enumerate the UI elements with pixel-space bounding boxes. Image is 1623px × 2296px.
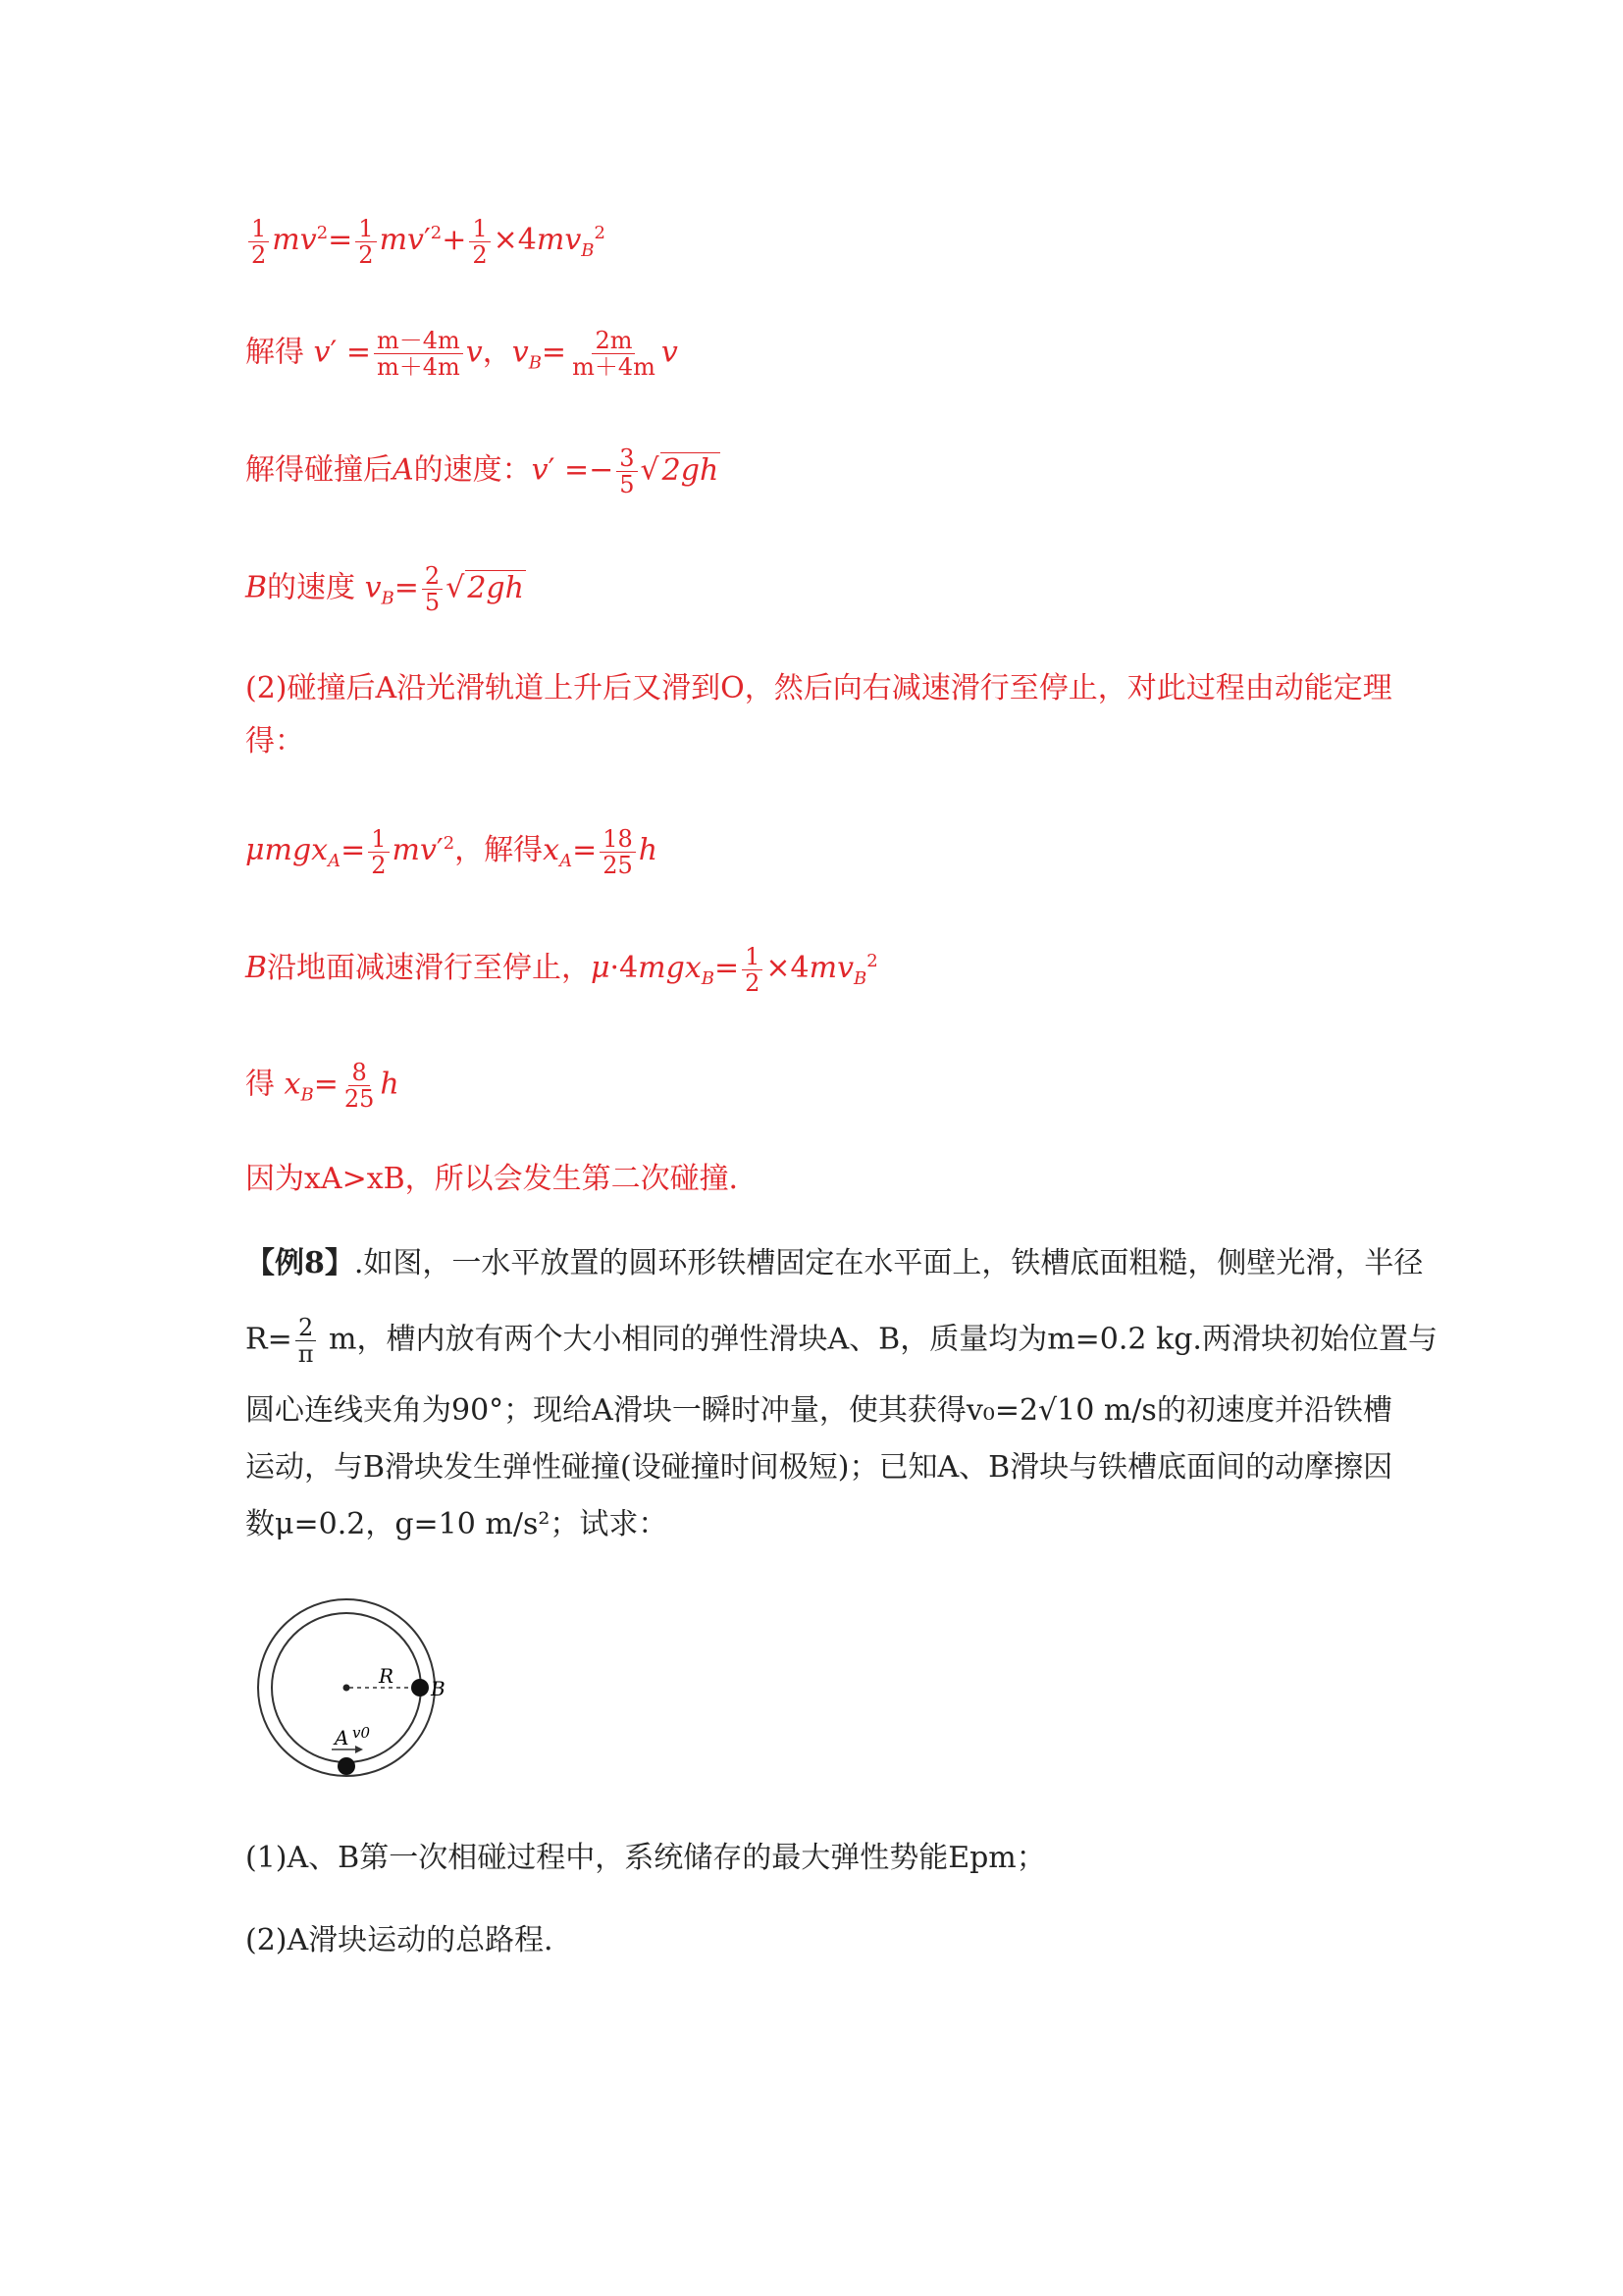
example-line4: 运动，与B滑块发生弹性碰撞(设碰撞时间极短)；已知A、B滑块与铁槽底面间的动摩擦因 [245,1450,1393,1485]
result-velocity-b: B的速度 $v_B=$ $\frac{2}{5}$ √ 2gh [245,562,524,616]
example-line5: 数μ=0.2，g=10 m/s²；试求： [245,1507,668,1541]
label-a: A [335,1726,349,1749]
example-line2: R= $\frac{2}{\pi}$ m，槽内放有两个大小相同的弹性滑块A、B，质量均为m=0.2 kg.两滑块初始位置与 [245,1314,1438,1368]
part2-text-line1: (2)碰撞后A沿光滑轨道上升后又滑到O，然后向右减速滑行至停止，对此过程由动能定理 [245,671,1392,705]
fraction-half: $\frac{1}{2}$ [355,216,376,268]
label-r: R [379,1664,394,1688]
example-line3: 圆心连线夹角为90°；现给A滑块一瞬时冲量，使其获得v₀=2√10 m/s的初速度并沿铁槽 [245,1393,1392,1428]
example-line1: 【例8】.如图，一水平放置的圆环形铁槽固定在水平面上，铁槽底面粗糙，侧壁光滑，半径 [245,1246,1424,1280]
xb-equation: B沿地面减速滑行至停止，μ·4mgx$_B$= $\frac{1}{2}$ $\times 4mv_B^2$ [245,942,878,997]
fraction-half: $\frac{1}{2}$ [248,216,269,268]
fraction-half: $\frac{1}{2}$ [469,216,490,268]
example-tag: 【例8】 [245,1246,354,1280]
solve-velocities: 解得 v′ = $\frac{m-4m}{m+4m}$ v，$v_B=$ $\frac{2m}{m+4m}$ v [245,327,678,381]
arrow-head [355,1746,363,1753]
energy-equation: $\frac{1}{2}$ $mv^2=$ $\frac{1}{2}$ $mv'^2+$ $\frac{1}{2}$ $\times 4mv_B^2$ [245,214,1403,271]
center-dot [343,1685,350,1692]
question-1: (1)A、B第一次相碰过程中，系统储存的最大弹性势能Epm； [245,1841,1046,1875]
conclusion: 因为xA>xB，所以会发生第二次碰撞． [245,1162,759,1196]
xa-equation: μmgx$_A$= $\frac{1}{2}$ $mv'^2$，解得$x_A=$ $\frac{18}{25}$ h [245,824,658,879]
part2-text-line2: 得： [245,724,304,758]
label-v0: v0 [352,1724,371,1742]
question-2: (2)A滑块运动的总路程． [245,1923,574,1957]
xb-result: 得 $x_B=$ $\frac{8}{25}$ h [245,1059,399,1113]
block-b [411,1679,429,1696]
label-b: B [431,1677,445,1700]
result-velocity-a: 解得碰撞后A的速度：v′ =− $\frac{3}{5}$ √ 2gh [245,444,719,498]
block-a [338,1757,355,1775]
ring-trough-figure [253,1590,449,1786]
